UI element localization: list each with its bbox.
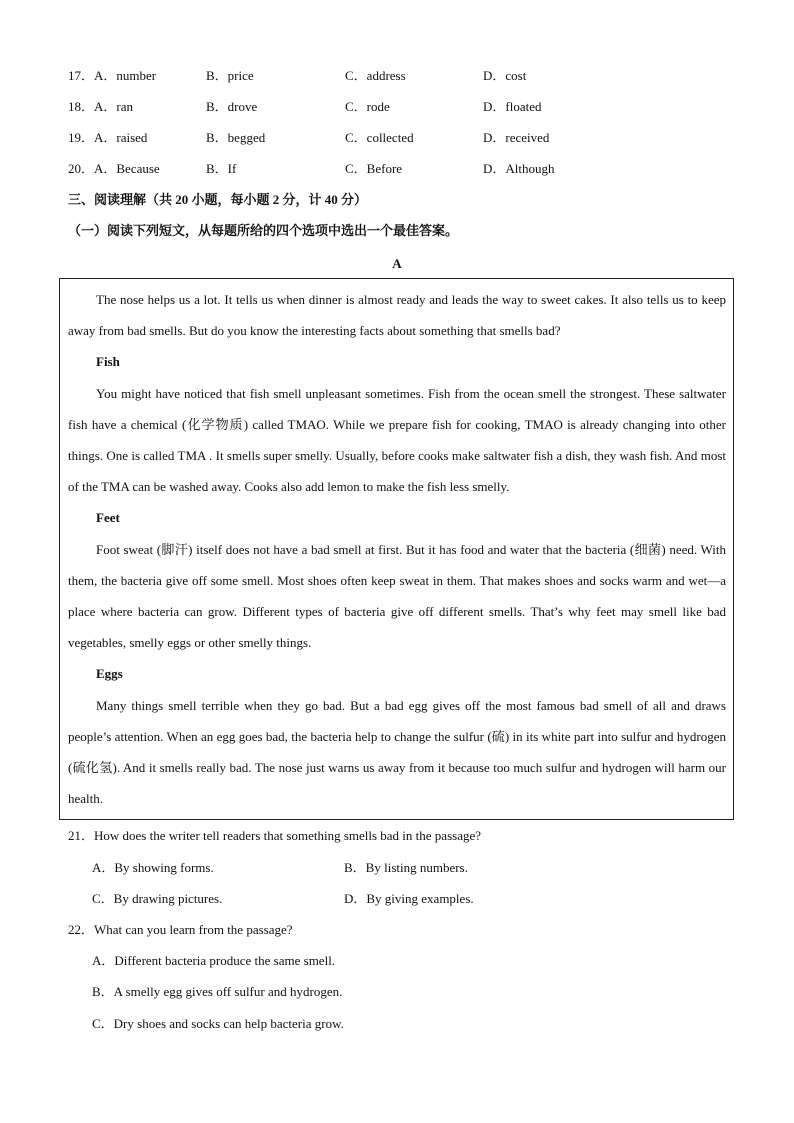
passage-feet-text: Foot sweat (脚汗) itself does not have a bad smell at first. But it has food and water that the bacteria (细菌) need. With them, the bacteria give off some smell. Most shoes often keep sweat in them. That makes shoes and socks warm and wet—a place where bacteria can grow. Different types of bacteria give off different smells. That’s why feet may smell like bad vegetables, smelly eggs or other smelly things. [68, 542, 726, 650]
question-21-option-c: C．By drawing pictures. [92, 891, 223, 906]
option-19-d: D．received [483, 130, 550, 145]
option-19-b: B．begged [206, 130, 266, 145]
option-17-b: B．price [206, 68, 254, 83]
question-21-option-d: D．By giving examples. [344, 891, 474, 906]
option-19-c: C．collected [345, 130, 414, 145]
option-20-d: D．Although [483, 161, 555, 176]
option-20-a: 20．A．Because [68, 161, 160, 176]
passage-subhead-eggs: Eggs [96, 666, 123, 681]
option-17-d: D．cost [483, 68, 527, 83]
question-22-option-c: C．Dry shoes and socks can help bacteria grow. [92, 1016, 344, 1031]
option-18-a: 18．A．ran [68, 99, 133, 114]
option-19-a: 19．A．raised [68, 130, 148, 145]
passage-intro: The nose helps us a lot. It tells us when dinner is almost ready and leads the way to sweet cakes. It also tells us to keep away from bad smells. But do you know the interesting facts about something that smells bad? [68, 292, 726, 338]
option-row-20 [68, 159, 668, 179]
question-21-option-a: A．By showing forms. [92, 860, 214, 875]
option-20-c: C．Before [345, 161, 403, 176]
option-row-19 [68, 128, 668, 148]
passage-subhead-fish: Fish [96, 354, 120, 369]
option-17-c: C．address [345, 68, 406, 83]
section-3-instruction: （一）阅读下列短文，从每题所给的四个选项中选出一个最佳答案。 [68, 223, 459, 238]
question-22-option-b: B．A smelly egg gives off sulfur and hydrogen. [92, 984, 343, 999]
question-21-stem: 21．How does the writer tell readers that something smells bad in the passage? [68, 828, 482, 843]
passage-letter: A [392, 256, 402, 271]
passage-subhead-feet: Feet [96, 510, 120, 525]
question-22-option-a: A．Different bacteria produce the same smell. [92, 953, 336, 968]
option-row-17 [68, 66, 668, 86]
option-18-c: C．rode [345, 99, 390, 114]
option-row-18 [68, 97, 668, 117]
option-18-b: B．drove [206, 99, 258, 114]
option-20-b: B．If [206, 161, 237, 176]
passage-eggs-text: Many things smell terrible when they go bad. But a bad egg gives off the most famous bad smell of all and draws people’s attention. When an egg goes bad, the bacteria help to change the sulfur (硫) in its white part into sulfur and hydrogen (硫化氢). And it smells really bad. The nose just warns us away from it because too much sulfur and hydrogen will harm our health. [68, 698, 726, 806]
passage-fish-text: You might have noticed that fish smell unpleasant sometimes. Fish from the ocean smell the strongest. These saltwater fish have a chemical (化学物质) called TMAO. While we prepare fish for cooking, TMAO is already changing into other things. One is called TMA . It smells super smelly. Usually, before cooks make saltwater fish a dish, they wash fish. And most of the TMA can be washed away. Cooks also add lemon to make the fish less smelly. [68, 386, 726, 494]
question-21-option-b: B．By listing numbers. [344, 860, 468, 875]
question-22-stem: 22．What can you learn from the passage? [68, 922, 293, 937]
section-3-title: 三、阅读理解（共 20 小题，每小题 2 分，计 40 分） [68, 192, 368, 207]
option-17-a: 17．A．number [68, 68, 157, 83]
option-18-d: D．floated [483, 99, 542, 114]
